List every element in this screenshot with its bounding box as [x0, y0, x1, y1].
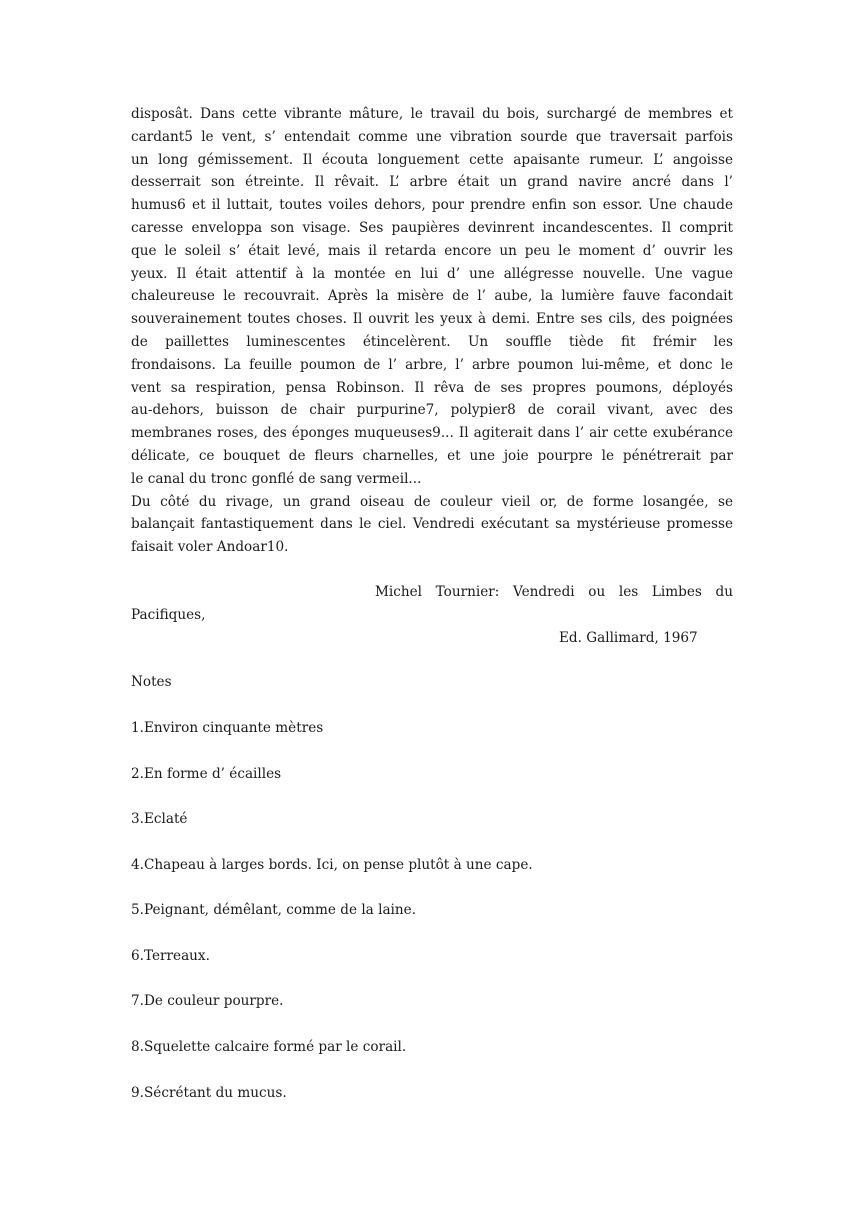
passage-line: caresse enveloppa son visage. Ses paupières devinrent incandescentes. Il comprit [131, 219, 733, 236]
passage-line: frondaisons. La feuille poumon de l’ arbre, l’ arbre poumon lui-même, et donc le [131, 356, 733, 373]
notes-list [131, 717, 733, 1105]
passage-line: de paillettes luminescentes étincelèrent. Un souffle tiède fit frémir les [131, 333, 733, 350]
note-item: 1.Environ cinquante mètres [131, 719, 324, 736]
passage-line: disposât. Dans cette vibrante mâture, le travail du bois, surchargé de membres et [131, 106, 733, 122]
note-item: 7.De couleur pourpre. [131, 993, 284, 1010]
passage-line: membranes roses, des éponges muqueuses9... Il agiterait dans l’ air cette exubérance [131, 425, 733, 442]
passage-line: vent sa respiration, pensa Robinson. Il rêva de ses propres poumons, déployés [131, 379, 733, 396]
note-item: 9.Sécrétant du mucus. [131, 1084, 287, 1101]
note-item: 4.Chapeau à larges bords. Ici, on pense plutôt à une cape. [131, 856, 533, 873]
passage-line: délicate, ce bouquet de fleurs charnelles, et une joie pourpre le pénétrerait par [131, 447, 733, 464]
note-item: 8.Squelette calcaire formé par le corail. [131, 1039, 407, 1056]
passage-line: souverainement toutes choses. Il ouvrit les yeux à demi. Entre ses cils, des poignées [131, 311, 733, 328]
closing-line: balançait fantastiquement dans le ciel. Vendredi exécutant sa mystérieuse promesse [131, 516, 733, 533]
passage-line: au-dehors, buisson de chair purpurine7, polypier8 de corail vivant, avec des [131, 402, 733, 419]
passage-line: cardant5 le vent, s’ entendait comme une vibration sourde que traversait parfois [131, 128, 733, 145]
passage-paragraph [131, 103, 733, 491]
citation-line [131, 581, 733, 604]
passage-line: chaleureuse le recouvrait. Après la misère de l’ aube, la lumière fauve facondait [131, 288, 733, 305]
closing-paragraph [131, 491, 733, 559]
passage-line: un long gémissement. Il écouta longuement cette apaisante rumeur. L’ angoisse [131, 151, 733, 168]
note-item: 5.Peignant, démêlant, comme de la laine. [131, 902, 417, 919]
citation-block [131, 581, 733, 649]
passage-line: desserrait son étreinte. Il rêvait. L’ arbre était un grand navire ancré dans l’ [131, 174, 733, 191]
document-page [131, 103, 733, 1104]
citation-publisher: Ed. Gallimard, 1967 [559, 629, 698, 646]
passage-line: le canal du tronc gonflé de sang vermeil... [131, 470, 422, 487]
closing-line: faisait voler Andoar10. [131, 539, 289, 556]
passage-line: humus6 et il luttait, toutes voiles dehors, pour prendre enfin son essor. Une chaude [131, 197, 733, 214]
notes-heading: Notes [131, 674, 172, 691]
note-item: 3.Eclaté [131, 811, 188, 828]
note-item: 6.Terreaux. [131, 947, 210, 964]
closing-line: Du côté du rivage, un grand oiseau de couleur vieil or, de forme losangée, se [131, 493, 733, 510]
citation-title-continued: Pacifiques, [131, 606, 206, 623]
passage-line: yeux. Il était attentif à la montée en lui d’ une allégresse nouvelle. Une vague [131, 265, 733, 282]
note-item: 2.En forme d’ écailles [131, 765, 282, 782]
passage-line: que le soleil s’ était levé, mais il retarda encore un peu le moment d’ ouvrir les [131, 242, 733, 259]
citation-author-title: Michel Tournier: Vendredi ou les Limbes du [375, 583, 733, 600]
